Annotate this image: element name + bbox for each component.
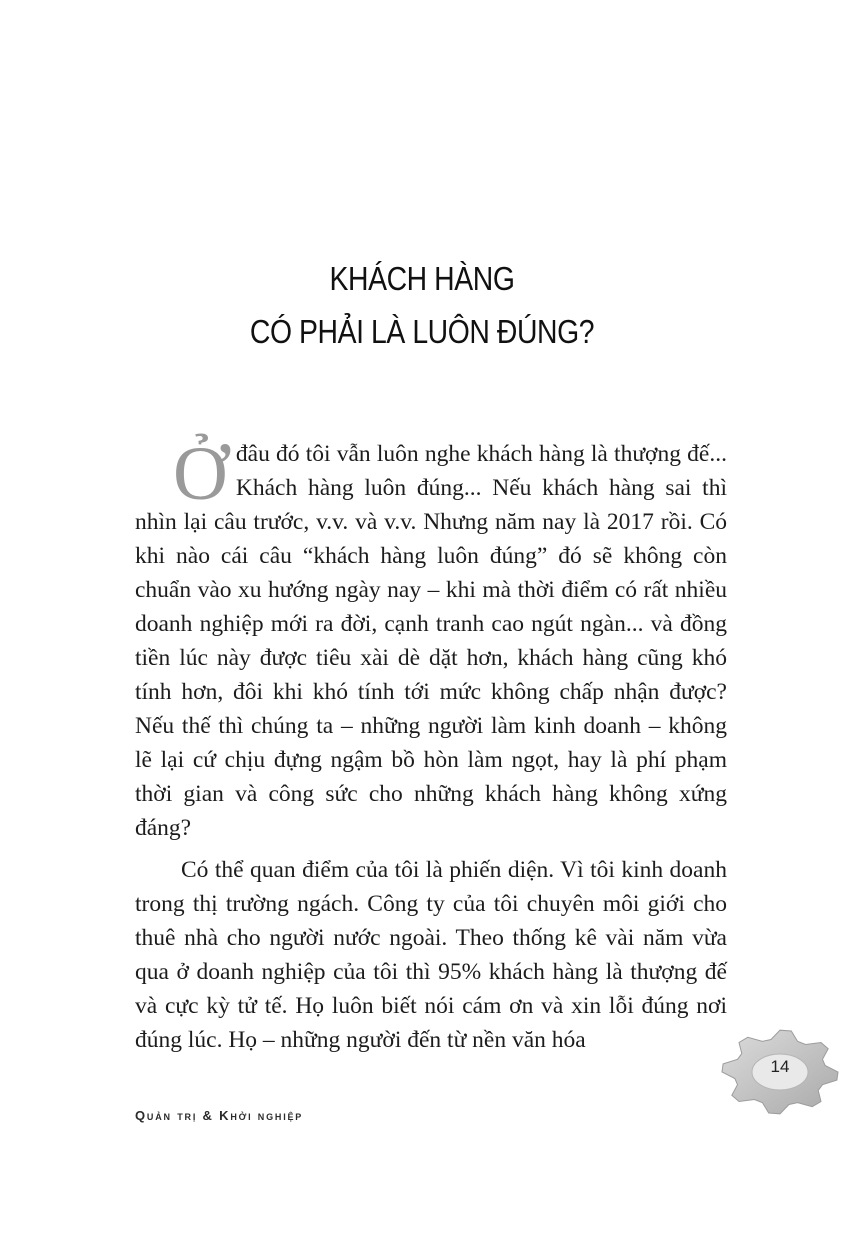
paragraph-2: Có thể quan điểm của tôi là phiến diện. Vì tôi kinh doanh trong thị trường ngách. Công ty của tôi chuyên môi giới cho thuê nhà cho người nước ngoài. Theo thống kê vài năm vừa qua ở doanh nghiệp của tôi thì 95% khách hàng là thượng đế và cực kỳ tử tế. Họ luôn biết nói cám ơn và xin lỗi đúng nơi đúng lúc. Họ – những người đến từ nền văn hóa [135,857,727,1053]
body-text [135,432,727,1057]
chapter-title [59,252,785,358]
drop-cap: Ở [173,432,228,516]
chapter-title-line-1: KHÁCH HÀNG [329,260,515,297]
page-number: 14 [770,1057,790,1076]
chapter-title-line-2: CÓ PHẢI LÀ LUÔN ĐÚNG? [249,313,595,350]
running-footer: Quản trị & Khởi nghiệp [135,1108,304,1123]
paragraph-1 [135,432,727,845]
paragraph-1-text: đâu đó tôi vẫn luôn nghe khách hàng là thượng đế... Khách hàng luôn đúng... Nếu khách hàng sai thì nhìn lại câu trước, v.v. và v.v. Nhưng năm nay là 2017 rồi. Có khi nào cái câu “khách hàng luôn đúng” đó sẽ không còn chuẩn vào xu hướng ngày nay – khi mà thời điểm có rất nhiều doanh nghiệp mới ra đời, cạnh tranh cao ngút ngàn... và đồng tiền lúc này được tiêu xài dè dặt hơn, khách hàng cũng khó tính hơn, đôi khi khó tính tới mức không chấp nhận được? Nếu thế thì chúng ta – những người làm kinh doanh – không lẽ lại cứ chịu đựng ngậm bồ hòn làm ngọt, hay là phí phạm thời gian và công sức cho những khách hàng không xứng đáng? [135,441,727,841]
